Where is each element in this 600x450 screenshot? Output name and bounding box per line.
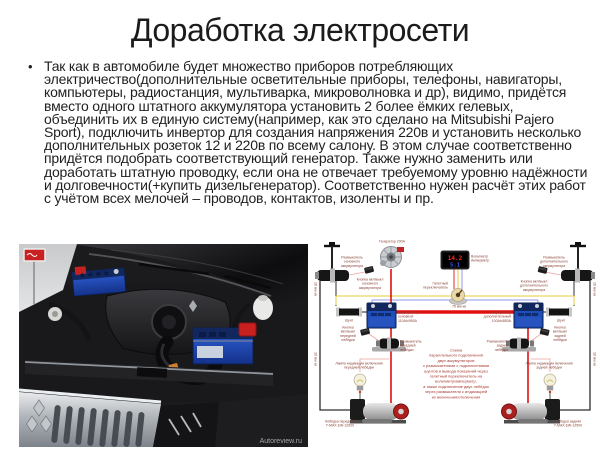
bullet-item (28, 60, 588, 205)
wire-gauge-label: 16 мм кв (592, 282, 597, 297)
wiring-diagram (312, 240, 598, 450)
winch-front-icon (350, 399, 409, 424)
generator-icon (380, 247, 404, 268)
voltmeter-label: Вольтметр Амперметр (471, 255, 490, 263)
shunt-left-label: Шунт (344, 319, 354, 323)
battery-aux-label: Аккумулятор дополнительный 100Ah/850A (483, 311, 511, 323)
wire-gauge-label: 16 мм кв (313, 282, 318, 297)
wire-gauge-label: 16 мм кв (592, 352, 597, 367)
shunt-right-icon (543, 308, 572, 317)
btn-rear-winch-label: Кнопка вкл/выкл задней лебёдки (552, 326, 568, 342)
amp-value: 5.1 (450, 262, 460, 269)
right-battery (193, 323, 256, 364)
lamp-front-label: Лампа индикации включения передней лебёдки (335, 362, 383, 370)
rotary-switch-label: Галетный переключатель (423, 282, 448, 290)
lamp-rear-label: Лампа индикации включения задней лебёдки (525, 362, 573, 370)
breaker-front-winch-label: Размыкатель передней лебёдки (400, 340, 422, 352)
breaker-aux-label: Размыкатель дополнительного аккумулятора (540, 256, 568, 268)
btn-main-label: Кнопка вкл/выкл основного аккумулятора (356, 278, 384, 290)
generator-label: Генератор 200А (379, 240, 405, 244)
rotary-switch-icon (450, 289, 467, 305)
wiring-diagram-art (312, 240, 598, 450)
battery-label (197, 346, 223, 358)
lamp-front-icon (354, 374, 366, 393)
bullet-marker: • (28, 59, 33, 74)
winch-front-label: Лебёдка передняя T-MAX EW-12500 (324, 420, 356, 428)
btn-front-winch-icon (360, 328, 370, 336)
page-title: Доработка электросети (130, 12, 470, 48)
engine-photo (19, 244, 308, 447)
shunt-left-icon (336, 308, 367, 317)
bullet-text: Так как в автомобиле будет множество приборов потребляющих электричество(дополнительные осветительные приборы, телефоны, навигаторы, компьютеры, радиостанция, мультиварка, микроволновка и др), видимо, придётся вместо одного штатного аккумулятора установить 2 более ёмких гелевых, объединить их в единую систему(например, как это сделано на Mitsubishi Pajero Sport), подключить инвертор для создания напряжения 220в и установить несколько дополнительных розеток 12 и 220в по всему салону. В этом случае соответственно придётся подобрать соответствующий генератор. Также нужно заменить или доработать штатную проводку, если она не отвечает требуемому уровню надёжности и долговечности(+купить дизельгенератор). Соответственно нужен расчёт этих работ с учётом всех мелочей – проводов, контактов, изоленты и пр. (44, 58, 588, 207)
battery-terminal-cover (75, 266, 87, 275)
voltmeter-display (441, 251, 469, 269)
btn-aux-label: Кнопка вкл/выкл дополнительного аккумулятора (520, 280, 548, 292)
btn-front-winch-label: Кнопка вкл/выкл передней лебёдки (340, 326, 356, 342)
battery-main-label: Аккумулятор основной 110Ah/950A (398, 311, 419, 323)
battery-main-icon (367, 303, 396, 328)
breaker-rear-winch-label: Размыкатель задней лебёдки (486, 340, 508, 352)
main-wire-gauge-label: 75 мм кв (451, 305, 467, 309)
wire-gauge-label: 16 мм кв (313, 352, 318, 367)
winch-rear-label: Лебёдка задняя T-MAX EW-12500 (553, 420, 583, 428)
engine-photo-art (19, 244, 308, 447)
lamp-rear-icon (544, 374, 556, 393)
photo-watermark: Autoreview.ru (259, 438, 302, 445)
shunt-right-label: Шунт (556, 319, 566, 323)
volt-value: 14.2 (447, 255, 463, 262)
battery-aux-icon (514, 303, 543, 328)
diagram-description: Схема параллельного подключения двух аккумуляторов с размыкателями с подключениями шунтов и вывода показаний через галетный переключатель на вольтметр/амперметр, а также подключение двух лебёдок через размыкатели с индикацией их включения/отключения (422, 348, 490, 400)
breaker-main-label: Размыкатель основного аккумулятора (340, 256, 364, 268)
battery-terminal-cover (239, 323, 256, 336)
